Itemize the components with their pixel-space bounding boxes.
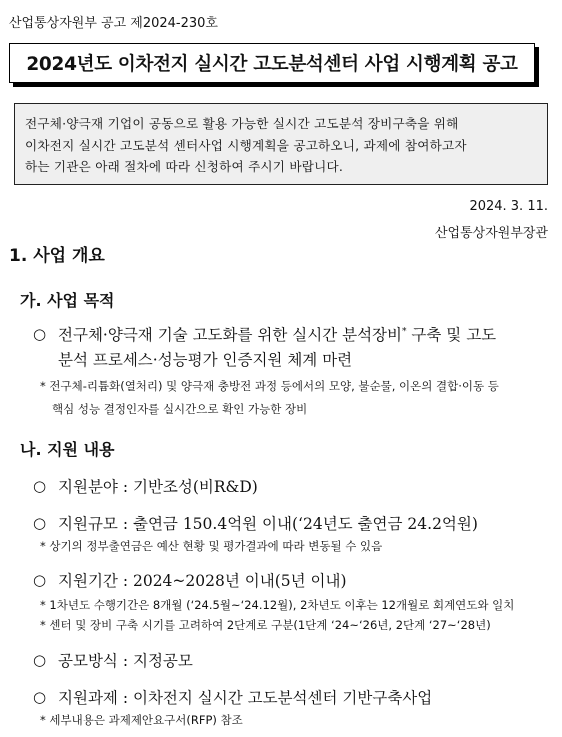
footnote: * 세부내용은 과제제안요구서(RFP) 참조 <box>40 713 243 727</box>
issuer: 산업통상자원부장관 <box>434 226 548 241</box>
bullet-circle: ○ <box>33 688 47 706</box>
intro-line: 전구체·양극재 기업이 공동으로 활용 가능한 실시간 고도분석 장비구축을 위해 <box>25 116 459 131</box>
title-box <box>9 43 535 83</box>
footnote: 핵심 성능 결정인자를 실시간으로 확인 가능한 장비 <box>52 402 308 416</box>
footnote: * 전구체-리튬화(열처리) 및 양극재 충방전 과정 등에서의 모양, 불순물, 이온의 결합·이동 등 <box>40 379 499 393</box>
purpose-text-end: 구축 및 고도 <box>406 326 497 344</box>
support-item-scale: 지원규모 : 출연금 150.4억원 이내(‘24년도 출연금 24.2억원) <box>58 515 478 533</box>
support-item-task: 지원과제 : 이차전지 실시간 고도분석센터 기반구축사업 <box>58 689 433 707</box>
footnote: * 상기의 정부출연금은 예산 현황 및 평가결과에 따라 변동될 수 있음 <box>40 539 383 553</box>
intro-line: 이차전지 실시간 고도분석 센터사업 시행계획을 공고하오니, 과제에 참여하고자 <box>25 137 467 153</box>
section-heading-overview: 1. 사업 개요 <box>9 246 105 266</box>
bullet-circle: ○ <box>33 325 47 343</box>
footnote: * 센터 및 장비 구축 시기를 고려하여 2단계로 구분(1단계 ‘24~‘26년, 2단계 ‘27~‘28년) <box>40 618 491 632</box>
purpose-text-line1 <box>58 323 496 345</box>
subsection-heading-purpose: 가. 사업 목적 <box>20 291 115 310</box>
issue-date: 2024. 3. 11. <box>469 199 548 214</box>
document-number: 산업통상자원부 공고 제2024-230호 <box>9 16 218 31</box>
bullet-circle: ○ <box>33 477 47 495</box>
intro-line: 하는 기관은 아래 절차에 따라 신청하여 주시기 바랍니다. <box>25 159 344 174</box>
purpose-text: 전구체·양극재 기술 고도화를 위한 실시간 분석장비 <box>58 326 402 344</box>
footnote-marker: * <box>402 326 407 337</box>
purpose-text-line2: 분석 프로세스·성능평가 인증지원 체계 마련 <box>58 351 353 369</box>
bullet-circle: ○ <box>33 514 47 532</box>
page-title: 2024년도 이차전지 실시간 고도분석센터 사업 시행계획 공고 <box>26 54 518 75</box>
bullet-circle: ○ <box>33 571 47 589</box>
support-item-period: 지원기간 : 2024~2028년 이내(5년 이내) <box>58 572 347 590</box>
support-item-field: 지원분야 : 기반조성(비R&D) <box>58 478 258 496</box>
intro-box <box>14 103 548 185</box>
bullet-circle: ○ <box>33 651 47 669</box>
footnote: * 1차년도 수행기간은 8개월 (‘24.5월~‘24.12월), 2차년도 이후는 12개월로 회계연도와 일치 <box>40 598 515 612</box>
support-item-method: 공모방식 : 지정공모 <box>58 652 193 670</box>
subsection-heading-support: 나. 지원 내용 <box>20 440 115 459</box>
